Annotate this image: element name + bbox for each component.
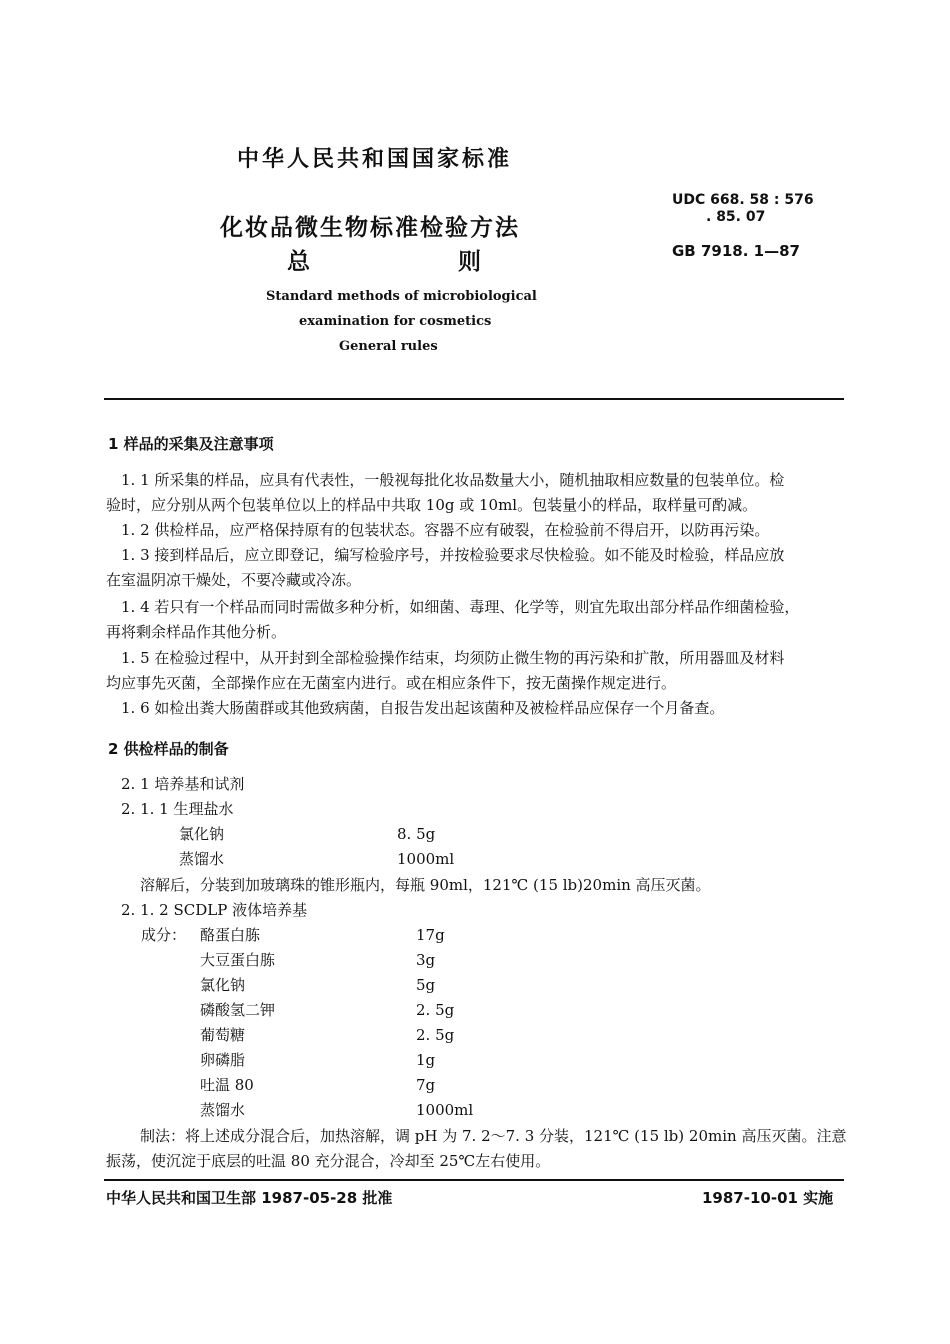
scdlp-ingredient: 酪蛋白胨 [200,926,261,944]
implementation-date: 1987-10-01 实施 [702,1189,834,1207]
clause-1-3-line2: 在室温阴凉干燥处，不要冷藏或冷冻。 [106,571,362,589]
saline-ingredient: 蒸馏水 [179,850,225,868]
clause-1-6: 1. 6 如检出粪大肠菌群或其他致病菌，自报告发出起该菌种及被检样品应保存一个月备查。 [121,699,725,717]
clause-1-1-line1: 1. 1 所采集的样品，应具有代表性，一般视每批化妆品数量大小，随机抽取相应数量的包装单位。检 [121,471,785,489]
scdlp-preparation-line1: 制法：将上述成分混合后，加热溶解，调 pH 为 7. 2～7. 3 分装，121℃ (15 lb) 20min 高压灭菌。注意 [140,1127,847,1145]
scdlp-amount: 7g [416,1076,436,1094]
clause-2-1-1: 2. 1. 1 生理盐水 [121,800,234,818]
clause-1-4-line2: 再将剩余样品作其他分析。 [106,623,287,641]
scdlp-ingredient: 卵磷脂 [200,1051,246,1069]
footer-divider [104,1179,844,1181]
approval-line: 中华人民共和国卫生部 1987-05-28 批准 [106,1189,393,1207]
composition-label: 成分： [141,926,187,944]
saline-ingredient: 氯化钠 [179,825,225,843]
scdlp-ingredient: 葡萄糖 [200,1026,246,1044]
scdlp-amount: 1000ml [416,1101,474,1119]
scdlp-ingredient: 氯化钠 [200,976,246,994]
scdlp-amount: 3g [416,951,436,969]
scdlp-ingredient: 蒸馏水 [200,1101,246,1119]
saline-preparation-note: 溶解后，分装到加玻璃珠的锥形瓶内，每瓶 90ml，121℃ (15 lb)20min 高压灭菌。 [140,876,711,894]
clause-1-4-line1: 1. 4 若只有一个样品而同时需做多种分析，如细菌、毒理、化学等，则宜先取出部分样品作细菌检验， [121,598,800,616]
clause-1-5-line1: 1. 5 在检验过程中，从开封到全部检验操作结束，均须防止微生物的再污染和扩散，所用器皿及材料 [121,649,785,667]
english-title-line2: examination for cosmetics [299,314,492,329]
scdlp-ingredient: 大豆蛋白胨 [200,951,276,969]
section-1-heading: 1 样品的采集及注意事项 [108,435,274,453]
udc-code: UDC 668. 58 : 576 [672,192,814,208]
standard-title: 中华人民共和国国家标准 [237,147,513,172]
document-subtitle-left: 总 [287,249,310,275]
saline-amount: 1000ml [397,850,455,868]
scdlp-amount: 17g [416,926,445,944]
udc-code-continued: . 85. 07 [706,209,766,225]
clause-1-1-line2: 验时，应分别从两个包装单位以上的样品中共取 10g 或 10ml。包装量小的样品，取样量可酌减。 [106,496,758,514]
document-title: 化妆品微生物标准检验方法 [220,215,520,241]
gb-number: GB 7918. 1—87 [672,242,800,260]
header-divider [104,398,844,400]
saline-amount: 8. 5g [397,825,436,843]
scdlp-ingredient: 磷酸氢二钾 [200,1001,276,1019]
document-subtitle-right: 则 [458,249,481,275]
clause-1-3-line1: 1. 3 接到样品后，应立即登记，编写检验序号，并按检验要求尽快检验。如不能及时检验，样品应放 [121,546,785,564]
scdlp-amount: 5g [416,976,436,994]
english-title-line1: Standard methods of microbiological [266,289,537,304]
english-title-line3: General rules [339,339,438,354]
clause-2-1-2: 2. 1. 2 SCDLP 液体培养基 [121,901,308,919]
scdlp-amount: 2. 5g [416,1026,455,1044]
clause-1-2: 1. 2 供检样品，应严格保持原有的包装状态。容器不应有破裂，在检验前不得启开，以防再污染。 [121,521,770,539]
scdlp-amount: 2. 5g [416,1001,455,1019]
clause-2-1: 2. 1 培养基和试剂 [121,775,245,793]
section-2-heading: 2 供检样品的制备 [108,740,229,758]
scdlp-amount: 1g [416,1051,436,1069]
scdlp-ingredient: 吐温 80 [200,1076,254,1094]
clause-1-5-line2: 均应事先灭菌，全部操作应在无菌室内进行。或在相应条件下，按无菌操作规定进行。 [106,674,677,692]
scdlp-preparation-line2: 振荡，使沉淀于底层的吐温 80 充分混合，冷却至 25℃左右使用。 [106,1152,551,1170]
